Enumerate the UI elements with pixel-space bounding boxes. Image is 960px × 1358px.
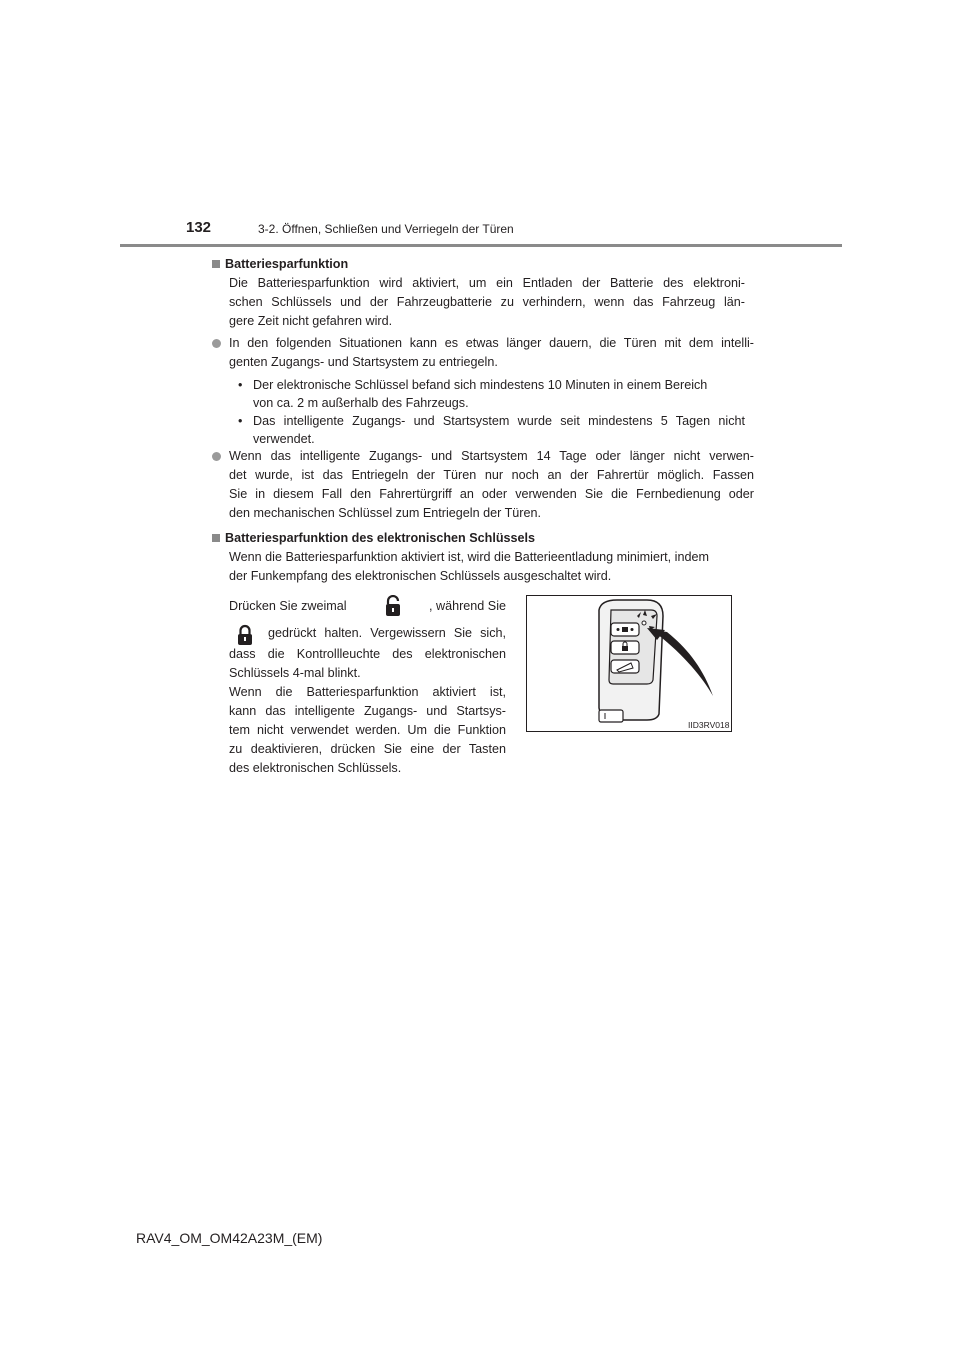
heading-marker-icon: [212, 260, 220, 268]
paragraph-intro: [229, 274, 745, 331]
figure-code: IID3RV018: [688, 720, 730, 730]
page-number: 132: [186, 219, 212, 236]
footer-doc-id: RAV4_OM_OM42A23M_(EM): [136, 1230, 323, 1246]
text-line: Sie in diesem Fall den Fahrertürgriff an oder verwenden Sie die Fernbedienung oder: [229, 487, 754, 501]
text-line: Schlüssels 4-mal blinkt.: [229, 666, 361, 680]
paragraph-key-battery: [229, 548, 749, 586]
text-line: des elektronischen Schlüssels.: [229, 761, 402, 775]
lock-icon: [237, 624, 253, 646]
text-fragment: , während Sie: [428, 599, 506, 613]
bullet-dot-icon: [212, 452, 221, 461]
instruction-line-2: gedrückt halten. Vergewissern Sie sich,: [268, 626, 506, 640]
text-line: det wurde, ist das Entriegeln der Türen nur noch an der Fahrertür möglich. Fassen: [229, 468, 754, 482]
instruction-line-1: [229, 597, 506, 616]
heading-key-battery-saving: [212, 529, 535, 548]
text-line: tem nicht verwendet werden. Um die Funktion: [229, 723, 506, 737]
text-line: genten Zugangs- und Startsystem zu entriegeln.: [229, 355, 498, 369]
text-line: Wenn die Batteriesparfunktion aktiviert ist, wird die Batterieentladung minimiert, indem: [229, 550, 709, 564]
figure-smart-key: [526, 595, 732, 732]
text-line: Wenn die Batteriesparfunktion aktiviert ist,: [229, 685, 506, 699]
header-rule: [120, 244, 842, 247]
heading-batteriesparfunktion: [212, 255, 348, 274]
heading-marker-icon: [212, 534, 220, 542]
unlock-icon: [384, 595, 402, 617]
instruction-paragraph: [229, 645, 506, 778]
text-line: In den folgenden Situationen kann es etwas länger dauern, die Türen mit dem intelli-: [229, 336, 754, 350]
text-line: den mechanischen Schlüssel zum Entriegeln der Türen.: [229, 506, 541, 520]
sub-marker: •: [238, 414, 243, 428]
heading-text: Batteriesparfunktion: [225, 257, 349, 271]
section-title: 3-2. Öffnen, Schließen und Verriegeln der Türen: [258, 222, 514, 236]
text-line: dass die Kontrollleuchte des elektronischen: [229, 647, 506, 661]
text-line: Wenn das intelligente Zugangs- und Startsystem 14 Tage oder länger nicht verwen-: [229, 449, 754, 463]
bullet-dot-icon: [212, 339, 221, 348]
sub-marker: •: [238, 378, 243, 392]
text-line: zu deaktivieren, drücken Sie eine der Tasten: [229, 742, 506, 756]
text-fragment: Drücken Sie zweimal: [229, 599, 347, 613]
text-line: Der elektronische Schlüssel befand sich mindestens 10 Minuten in einem Bereich: [253, 378, 708, 392]
text-line: Das intelligente Zugangs- und Startsystem wurde seit mindestens 5 Tagen nicht: [253, 414, 745, 428]
text-line: gere Zeit nicht gefahren wird.: [229, 314, 393, 328]
text-line: kann das intelligente Zugangs- und Startsys-: [229, 704, 506, 718]
pointer-arrow-icon: [527, 596, 731, 731]
heading-text: Batteriesparfunktion des elektronischen Schlüssels: [225, 531, 536, 545]
text-line: verwendet.: [253, 432, 315, 446]
text-line: von ca. 2 m außerhalb des Fahrzeugs.: [253, 396, 469, 410]
text-line: Die Batteriesparfunktion wird aktiviert, um ein Entladen der Batterie des elektroni-: [229, 276, 745, 290]
text-line: der Funkempfang des elektronischen Schlüssels ausgeschaltet wird.: [229, 569, 612, 583]
text-line: schen Schlüssels und der Fahrzeugbatterie zu verhindern, wenn das Fahrzeug län-: [229, 295, 745, 309]
